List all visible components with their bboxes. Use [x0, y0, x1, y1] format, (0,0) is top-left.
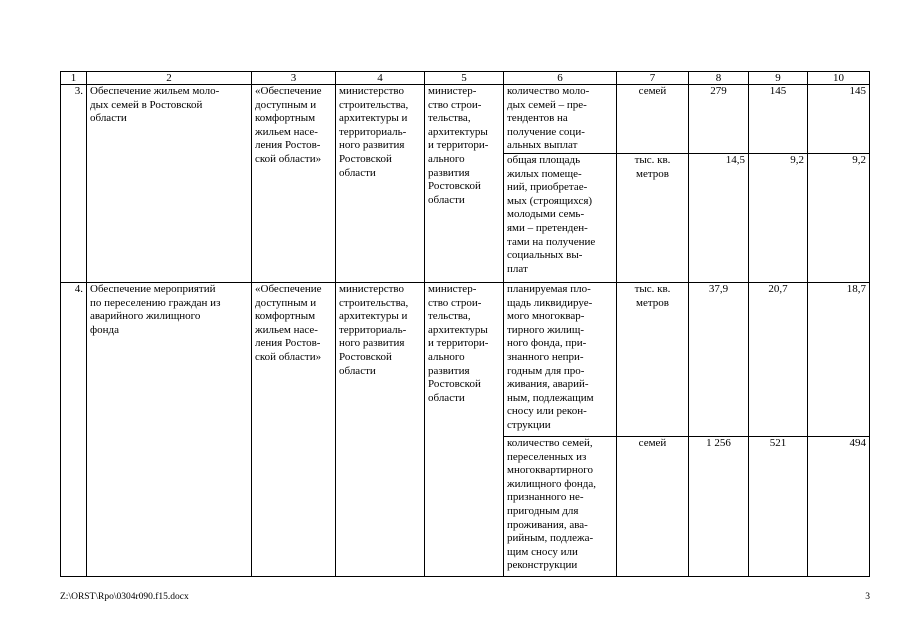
header-cell: 3	[252, 72, 336, 85]
footer-file-path: Z:\ORST\Rpo\0304r090.f15.docx	[60, 592, 189, 602]
header-cell: 9	[749, 72, 808, 85]
responsible-executor: министерство строительства, архитектуры и территориаль- ного развития Ростовской области	[336, 85, 425, 283]
indicator-unit: тыс. кв. метров	[617, 283, 689, 437]
value-col-9: 9,2	[749, 154, 808, 283]
indicator-unit: тыс. кв. метров	[617, 154, 689, 283]
indicator-unit: семей	[617, 85, 689, 154]
program-name: «Обеспечение доступным и комфортным жильем насе- ления Ростов- ской области»	[252, 283, 336, 577]
value-col-10: 494	[808, 437, 870, 577]
page-number: 3	[865, 592, 870, 602]
header-row	[61, 72, 870, 85]
table-row	[61, 85, 870, 154]
table-row	[61, 283, 870, 437]
value-col-8: 1 256	[689, 437, 749, 577]
header-cell: 8	[689, 72, 749, 85]
indicator-desc: общая площадь жилых помеще- ний, приобретае- мых (строящихся) молодыми семь- ями – претенден- тами на получение социальных вы- плат	[504, 154, 617, 283]
measure-name: Обеспечение мероприятий по переселению граждан из аварийного жилищного фонда	[87, 283, 252, 577]
value-col-8: 14,5	[689, 154, 749, 283]
header-cell: 7	[617, 72, 689, 85]
measure-name: Обеспечение жильем моло- дых семей в Ростовской области	[87, 85, 252, 283]
value-col-10: 9,2	[808, 154, 870, 283]
value-col-9: 145	[749, 85, 808, 154]
indicator-desc: количество моло- дых семей – пре- тендентов на получение соци- альных выплат	[504, 85, 617, 154]
indicator-desc: планируемая пло- щадь ликвидируе- мого многоквар- тирного жилищ- ного фонда, при- знанного непри- годным для про- живания, аварий- ным, подлежащим сносу или рекон- струкции	[504, 283, 617, 437]
program-name: «Обеспечение доступным и комфортным жильем насе- ления Ростов- ской области»	[252, 85, 336, 283]
header-cell: 2	[87, 72, 252, 85]
co-executor: министер- ство строи- тельства, архитектуры и территори- ального развития Ростовской области	[425, 85, 504, 283]
value-col-9: 20,7	[749, 283, 808, 437]
indicator-unit: семей	[617, 437, 689, 577]
co-executor: министер- ство строи- тельства, архитектуры и территори- ального развития Ростовской области	[425, 283, 504, 577]
value-col-10: 145	[808, 85, 870, 154]
value-col-8: 37,9	[689, 283, 749, 437]
value-col-8: 279	[689, 85, 749, 154]
indicators-table	[60, 71, 870, 577]
indicator-desc: количество семей, переселенных из многоквартирного жилищного фонда, признанного не- пригодным для проживания, ава- рийным, подлежа- щим сносу или реконструкции	[504, 437, 617, 577]
header-cell: 1	[61, 72, 87, 85]
header-cell: 4	[336, 72, 425, 85]
header-cell: 5	[425, 72, 504, 85]
responsible-executor: министерство строительства, архитектуры и территориаль- ного развития Ростовской области	[336, 283, 425, 577]
row-number: 4.	[61, 283, 87, 577]
value-col-10: 18,7	[808, 283, 870, 437]
row-number: 3.	[61, 85, 87, 283]
header-cell: 6	[504, 72, 617, 85]
value-col-9: 521	[749, 437, 808, 577]
header-cell: 10	[808, 72, 870, 85]
